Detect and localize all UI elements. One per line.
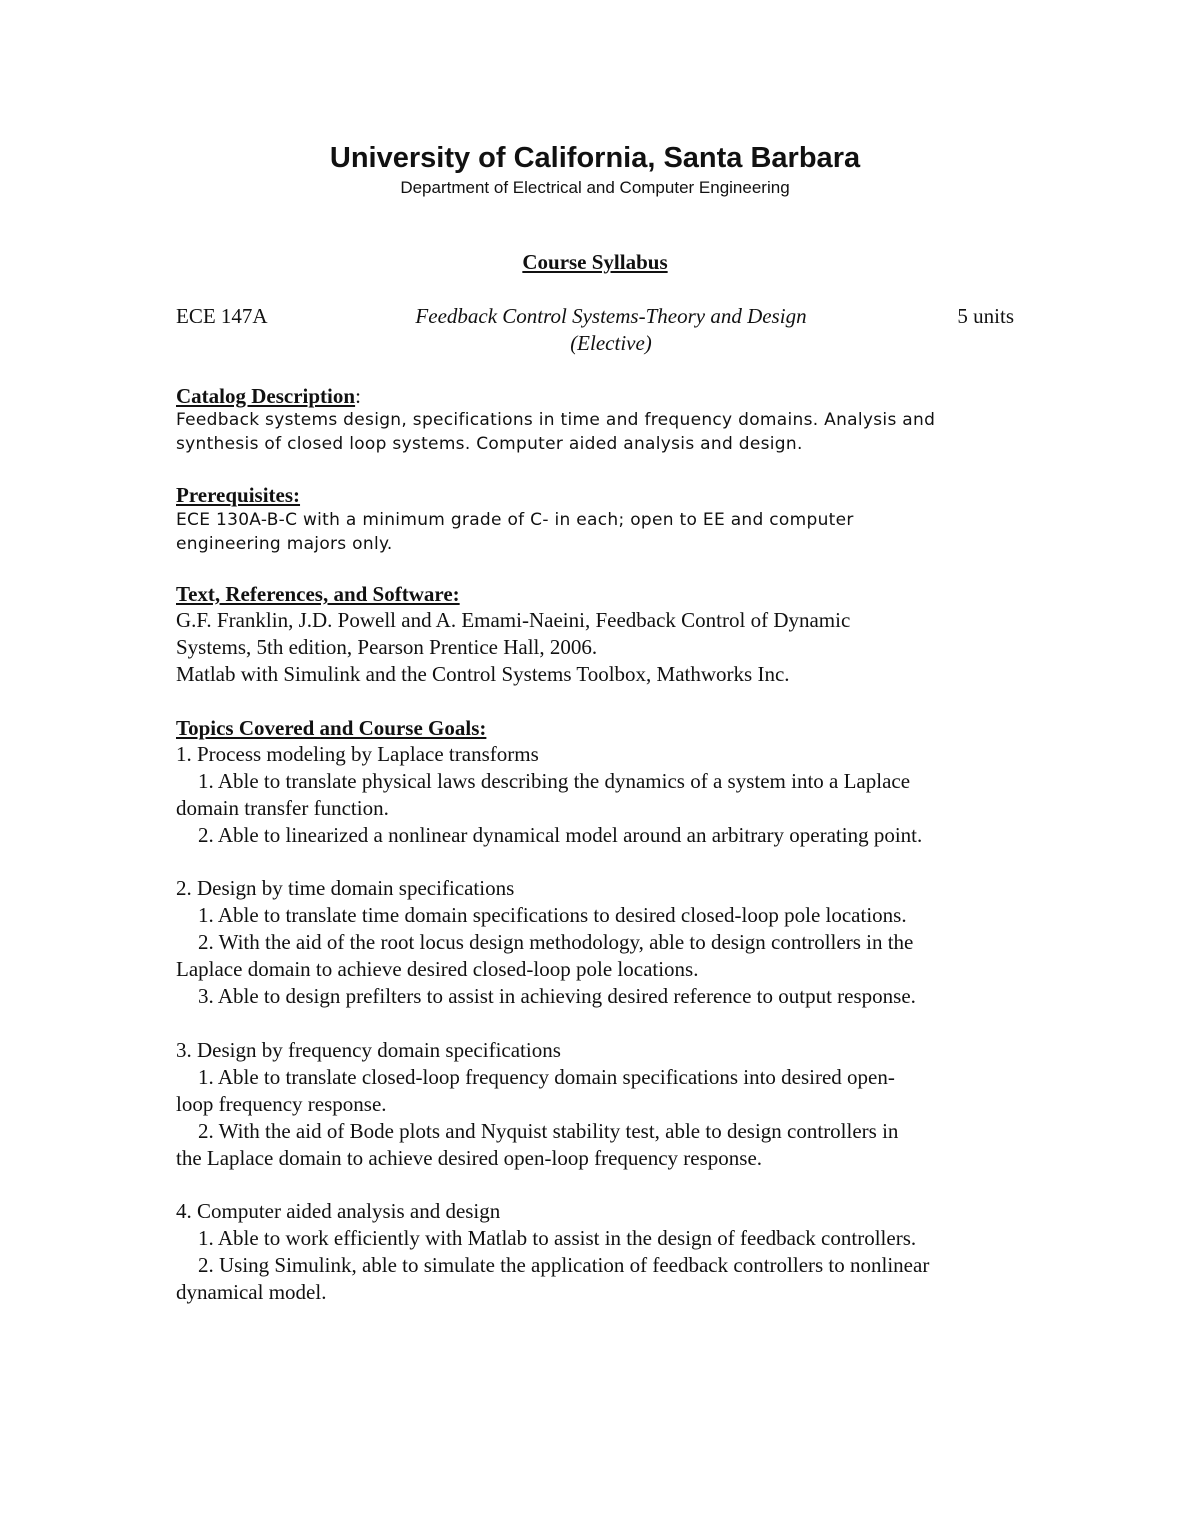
department-name: Department of Electrical and Computer Engineering	[400, 178, 790, 197]
catalog-line: synthesis of closed loop systems. Computer aided analysis and design.	[176, 434, 803, 454]
prerequisites-line: engineering majors only.	[176, 534, 393, 554]
topic-1	[176, 741, 1026, 849]
prerequisites-body	[176, 508, 1026, 556]
references-line: Systems, 5th edition, Pearson Prentice Hall, 2006.	[176, 635, 598, 659]
course-code: ECE 147A	[176, 304, 268, 328]
goal-line: the Laplace domain to achieve desired open-loop frequency response.	[176, 1146, 763, 1170]
catalog-heading-colon: :	[355, 384, 361, 408]
topic-2	[176, 875, 1026, 1010]
topic-title: 1. Process modeling by Laplace transforms	[176, 742, 539, 766]
goal-line: 2. Using Simulink, able to simulate the application of feedback controllers to nonlinear	[198, 1253, 930, 1277]
goal-line: loop frequency response.	[176, 1092, 387, 1116]
topic-4	[176, 1198, 1026, 1306]
catalog-description-body	[176, 408, 1026, 456]
course-units: 5 units	[957, 304, 1014, 328]
references-line: Matlab with Simulink and the Control Systems Toolbox, Mathworks Inc.	[176, 662, 790, 686]
goal-line: 2. With the aid of the root locus design methodology, able to design controllers in the	[198, 930, 914, 954]
university-name: University of California, Santa Barbara	[329, 142, 861, 174]
goal-line: domain transfer function.	[176, 796, 389, 820]
goal-line: 1. Able to translate time domain specifications to desired closed-loop pole locations.	[198, 903, 907, 927]
course-elective-note: (Elective)	[570, 331, 652, 355]
goal-line: 1. Able to work efficiently with Matlab to assist in the design of feedback controllers.	[198, 1226, 917, 1250]
prerequisites-heading: Prerequisites:	[176, 483, 301, 507]
topics-heading: Topics Covered and Course Goals:	[176, 716, 487, 740]
topic-title: 3. Design by frequency domain specifications	[176, 1038, 561, 1062]
goal-line: 1. Able to translate closed-loop frequency domain specifications into desired open-	[198, 1065, 895, 1089]
topic-title: 4. Computer aided analysis and design	[176, 1199, 501, 1223]
goal-line: dynamical model.	[176, 1280, 327, 1304]
topic-3	[176, 1037, 1026, 1172]
topic-title: 2. Design by time domain specifications	[176, 876, 515, 900]
document-title: Course Syllabus	[522, 250, 668, 274]
goal-line: 2. With the aid of Bode plots and Nyquist stability test, able to design controllers in	[198, 1119, 899, 1143]
catalog-description-heading	[176, 383, 361, 409]
references-line: G.F. Franklin, J.D. Powell and A. Emami-Naeini, Feedback Control of Dynamic	[176, 608, 851, 632]
catalog-line: Feedback systems design, specifications in time and frequency domains. Analysis and	[176, 410, 936, 430]
catalog-heading-text: Catalog Description	[176, 384, 356, 408]
goal-line: 1. Able to translate physical laws describing the dynamics of a system into a Laplace	[198, 769, 911, 793]
references-body	[176, 607, 1026, 688]
goal-line: 3. Able to design prefilters to assist in achieving desired reference to output response.	[198, 984, 916, 1008]
prerequisites-line: ECE 130A-B-C with a minimum grade of C- in each; open to EE and computer	[176, 510, 854, 530]
references-heading: Text, References, and Software:	[176, 582, 460, 606]
course-title: Feedback Control Systems-Theory and Design	[415, 304, 807, 328]
goal-line: 2. Able to linearized a nonlinear dynamical model around an arbitrary operating point.	[198, 823, 923, 847]
goal-line: Laplace domain to achieve desired closed-loop pole locations.	[176, 957, 699, 981]
